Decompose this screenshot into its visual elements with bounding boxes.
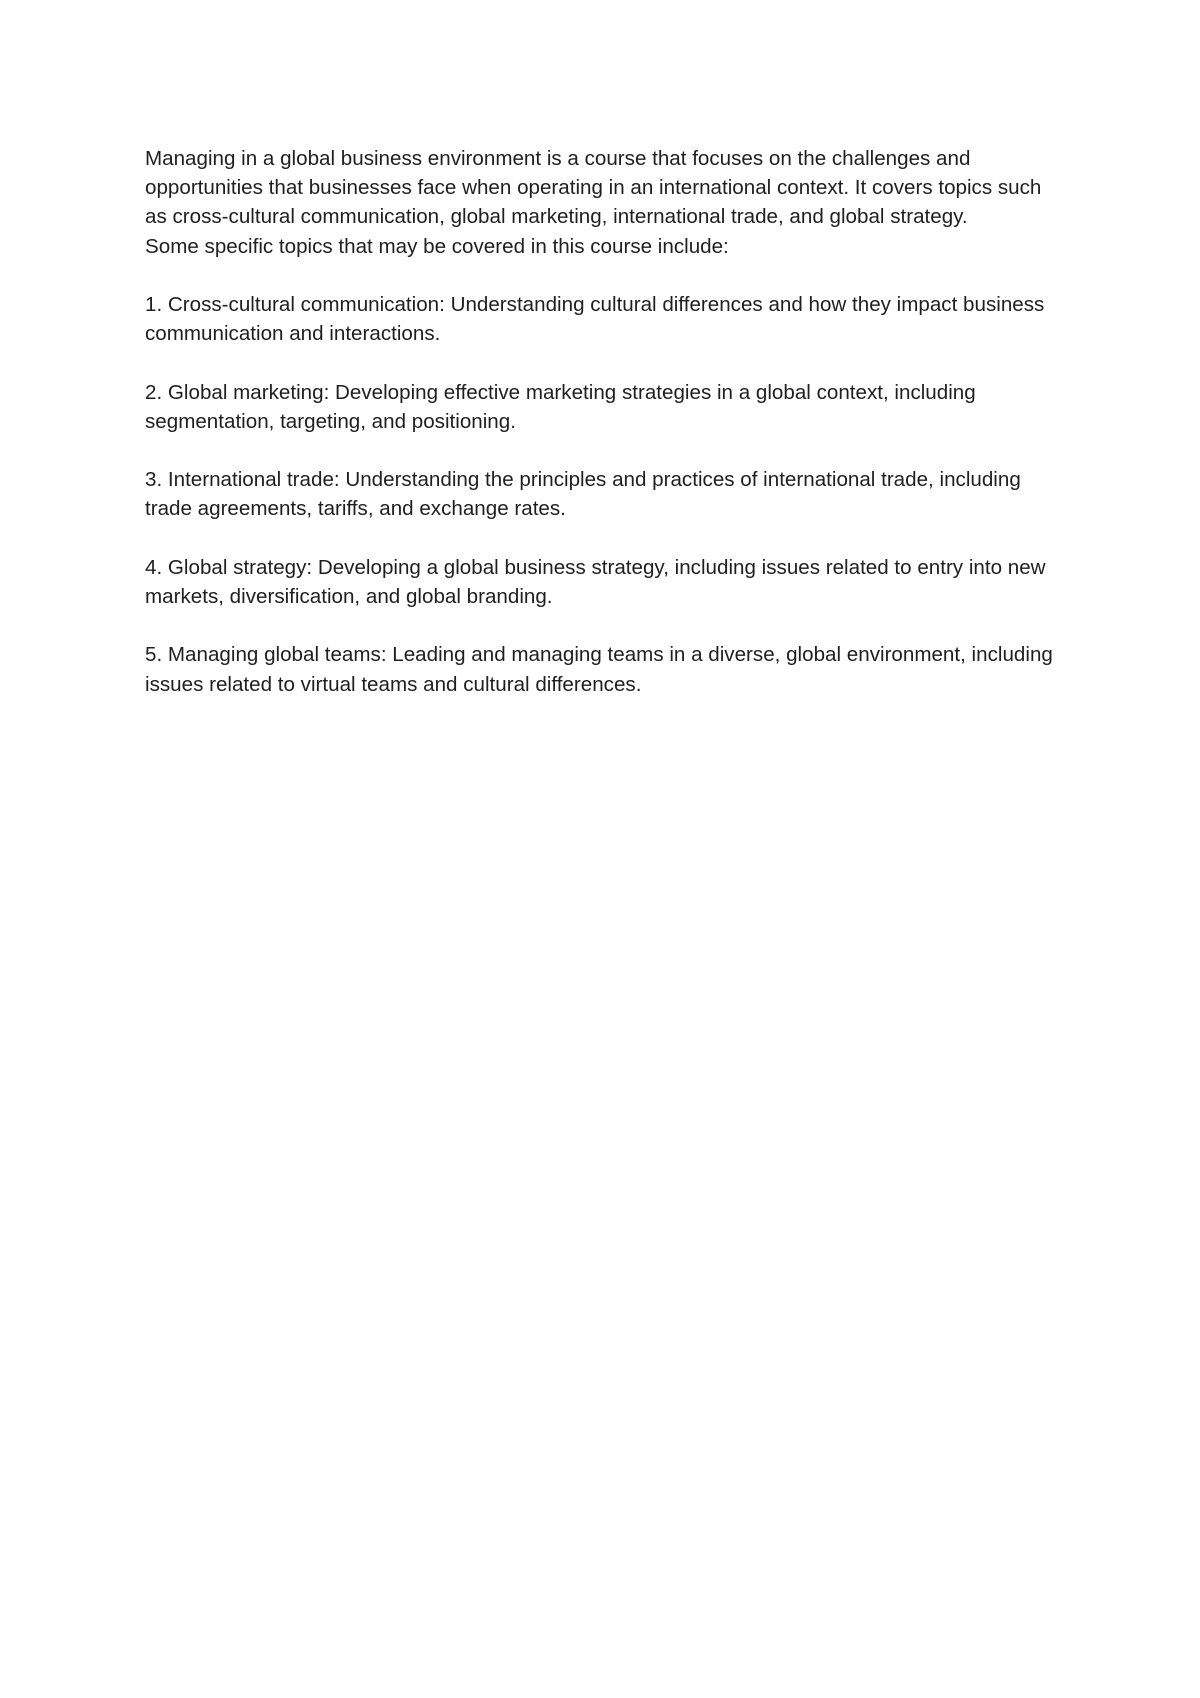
paragraph-spacer [145, 348, 1055, 377]
topic-item-1: 1. Cross-cultural communication: Understanding cultural differences and how they impact business communication and interactions. [145, 293, 1045, 346]
document-body [145, 144, 1055, 699]
topic-item-2: 2. Global marketing: Developing effective marketing strategies in a global context, including segmentation, targeting, and positioning. [145, 380, 976, 433]
lead-paragraph: Some specific topics that may be covered in this course include: [145, 234, 729, 258]
paragraph-spacer [145, 436, 1055, 465]
paragraph-spacer [145, 611, 1055, 640]
intro-paragraph: Managing in a global business environment is a course that focuses on the challenges and opportunities that businesses face when operating in an international context. It covers topics such as cross-cultural communication, global marketing, international trade, and global strategy. [145, 147, 1042, 229]
topic-item-4: 4. Global strategy: Developing a global business strategy, including issues related to entry into new markets, diversification, and global branding. [145, 555, 1046, 608]
topic-item-5: 5. Managing global teams: Leading and managing teams in a diverse, global environment, including issues related to virtual teams and cultural differences. [145, 643, 1053, 696]
paragraph-spacer [145, 261, 1055, 290]
paragraph-spacer [145, 524, 1055, 553]
topic-item-3: 3. International trade: Understanding the principles and practices of international trade, including trade agreements, tariffs, and exchange rates. [145, 468, 1021, 521]
